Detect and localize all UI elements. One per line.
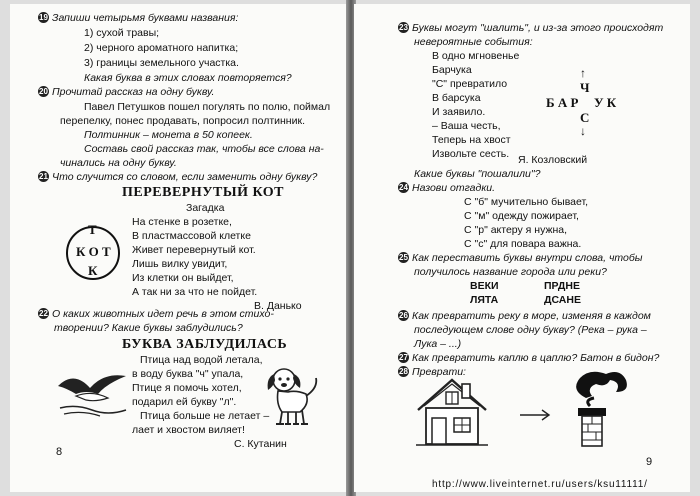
poem-line: В одно мгновенье bbox=[432, 50, 520, 62]
task-23-intro: 23 Буквы могут "шалить", и из-за этого происходят bbox=[399, 22, 664, 34]
seagull-illustration bbox=[56, 364, 128, 420]
poem-line: Барчука bbox=[432, 64, 472, 76]
task-26-question: последующем слове одну букву? (Река – рука – bbox=[414, 324, 647, 336]
riddle-line: С "р" актеру я нужна, bbox=[464, 224, 568, 236]
left-page bbox=[10, 4, 348, 492]
page-number: 9 bbox=[646, 456, 653, 468]
poem-subtitle: Загадка bbox=[186, 202, 225, 214]
puzzle-word: К О Т bbox=[76, 244, 111, 259]
poem-line: В барсука bbox=[432, 92, 481, 104]
poem-title: БУКВА ЗАБЛУДИЛАСЬ bbox=[122, 337, 288, 352]
task-20-story: перепелку, понес продавать, попросил полтинник. bbox=[60, 115, 305, 127]
poem-line: "С" превратило bbox=[432, 78, 508, 90]
puzzle-word: Б А Р bbox=[546, 95, 579, 110]
puzzle-word: У К bbox=[594, 95, 617, 110]
poem-line: подарил ей букву "л". bbox=[132, 396, 237, 408]
right-page bbox=[354, 4, 690, 492]
task-25-question: 25 Как переставить буквы внутри слова, чтобы bbox=[399, 252, 643, 264]
riddle-line: С "м" одежду пожирает, bbox=[464, 210, 579, 222]
task-22-question: 22 О каких животных идет речь в этом стихо- bbox=[39, 308, 274, 320]
poem-line: Птица над водой летала, bbox=[140, 354, 263, 366]
dog-illustration bbox=[260, 364, 322, 428]
task-number-badge: 28 bbox=[399, 367, 408, 376]
poem-line: Извольте сесть. bbox=[432, 148, 510, 160]
task-27-question: 27 Как превратить каплю в цаплю? Батон в бидон? bbox=[399, 352, 660, 364]
task-26-question: Лука – ...) bbox=[414, 338, 462, 350]
poem-author: С. Кутанин bbox=[234, 438, 287, 450]
poem-title: ПЕРЕВЕРНУТЫЙ КОТ bbox=[122, 185, 285, 200]
task-19-question: Какая буква в этих словах повторяется? bbox=[84, 72, 292, 84]
page-number: 8 bbox=[56, 446, 63, 458]
poem-author: В. Данько bbox=[254, 300, 302, 312]
house-illustration bbox=[414, 376, 490, 448]
poem-line: На стенке в розетке, bbox=[132, 216, 232, 228]
task-23-question: Какие буквы "пошалили"? bbox=[414, 168, 541, 180]
task-number-badge: 26 bbox=[399, 311, 408, 320]
task-20-note: Полтинник – монета в 50 копеек. bbox=[84, 129, 253, 141]
task-19-intro: 19 Запиши четырьмя буквами названия: bbox=[39, 12, 239, 24]
task-number-badge: 27 bbox=[399, 353, 408, 362]
task-20-story: Павел Петушков пошел погулять по полю, поймал bbox=[84, 101, 331, 113]
puzzle-letter: Т bbox=[88, 222, 97, 237]
task-20-assignment: чинались на одну букву. bbox=[60, 157, 177, 169]
arrow-down-icon: ↓ bbox=[580, 124, 586, 138]
task-20-intro: 20 Прочитай рассказ на одну букву. bbox=[39, 86, 215, 98]
task-24-intro: 24 Назови отгадки. bbox=[399, 182, 496, 194]
task-number-badge: 19 bbox=[39, 13, 48, 22]
watermark-url[interactable]: http://www.liveinternet.ru/users/ksu11111/ bbox=[432, 479, 648, 490]
task-number-badge: 24 bbox=[399, 183, 408, 192]
task-19-item: 1) сухой травы; bbox=[84, 27, 160, 39]
poem-line: в воду буква "ч" упала, bbox=[132, 368, 244, 380]
anagram-word: ПРДНЕ bbox=[544, 280, 580, 292]
task-22-question: творении? Какие буквы заблудились? bbox=[54, 322, 243, 334]
task-number-badge: 21 bbox=[39, 172, 48, 181]
task-25-question: получилось название города или реки? bbox=[414, 266, 607, 278]
task-21-question: 21 Что случится со словом, если заменить одну букву? bbox=[39, 171, 318, 183]
arrow-right-icon bbox=[518, 408, 552, 422]
anagram-word: ДСАНЕ bbox=[544, 294, 581, 306]
poem-line: Из клетки он выйдет, bbox=[132, 272, 234, 284]
task-19-item: 3) границы земельного участка. bbox=[84, 57, 239, 69]
arrow-up-icon: ↑ bbox=[580, 66, 586, 80]
poem-line: И заявило. bbox=[432, 106, 486, 118]
task-28-question: 28 Преврати: bbox=[399, 366, 466, 378]
poem-line: Птице я помочь хотел, bbox=[132, 382, 242, 394]
task-19-item: 2) черного ароматного напитка; bbox=[84, 42, 239, 54]
anagram-word: ВЕКИ bbox=[470, 280, 499, 292]
poem-line: Теперь на хвост bbox=[432, 134, 511, 146]
puzzle-letter: С bbox=[580, 110, 590, 125]
task-number-badge: 23 bbox=[399, 23, 408, 32]
task-number-badge: 20 bbox=[39, 87, 48, 96]
riddle-line: С "б" мучительно бывает, bbox=[464, 196, 589, 208]
task-number-badge: 25 bbox=[399, 253, 408, 262]
poem-line: – Ваша честь, bbox=[432, 120, 501, 132]
poem-line: В пластмассовой клетке bbox=[132, 230, 251, 242]
poem-author: Я. Козловский bbox=[518, 154, 588, 166]
puzzle-letter: Ч bbox=[580, 80, 590, 95]
task-26-question: 26 Как превратить реку в море, изменяя в каждом bbox=[399, 310, 651, 322]
anagram-word: ЛЯТА bbox=[470, 294, 499, 306]
chimney-smoke-illustration bbox=[566, 366, 634, 448]
poem-line: Лишь вилку увидит, bbox=[132, 258, 228, 270]
puzzle-letter: К bbox=[88, 263, 98, 278]
task-20-assignment: Составь свой рассказ так, чтобы все слова на- bbox=[84, 143, 324, 155]
poem-line: А так ни за что не пойдет. bbox=[132, 286, 258, 298]
poem-line: Птица больше не летает – bbox=[140, 410, 270, 422]
poem-line: лает и хвостом виляет! bbox=[132, 424, 245, 436]
poem-line: Живет перевернутый кот. bbox=[132, 244, 256, 256]
riddle-line: С "с" для повара важна. bbox=[464, 238, 582, 250]
task-number-badge: 22 bbox=[39, 309, 48, 318]
task-23-intro: невероятные события: bbox=[414, 36, 533, 48]
